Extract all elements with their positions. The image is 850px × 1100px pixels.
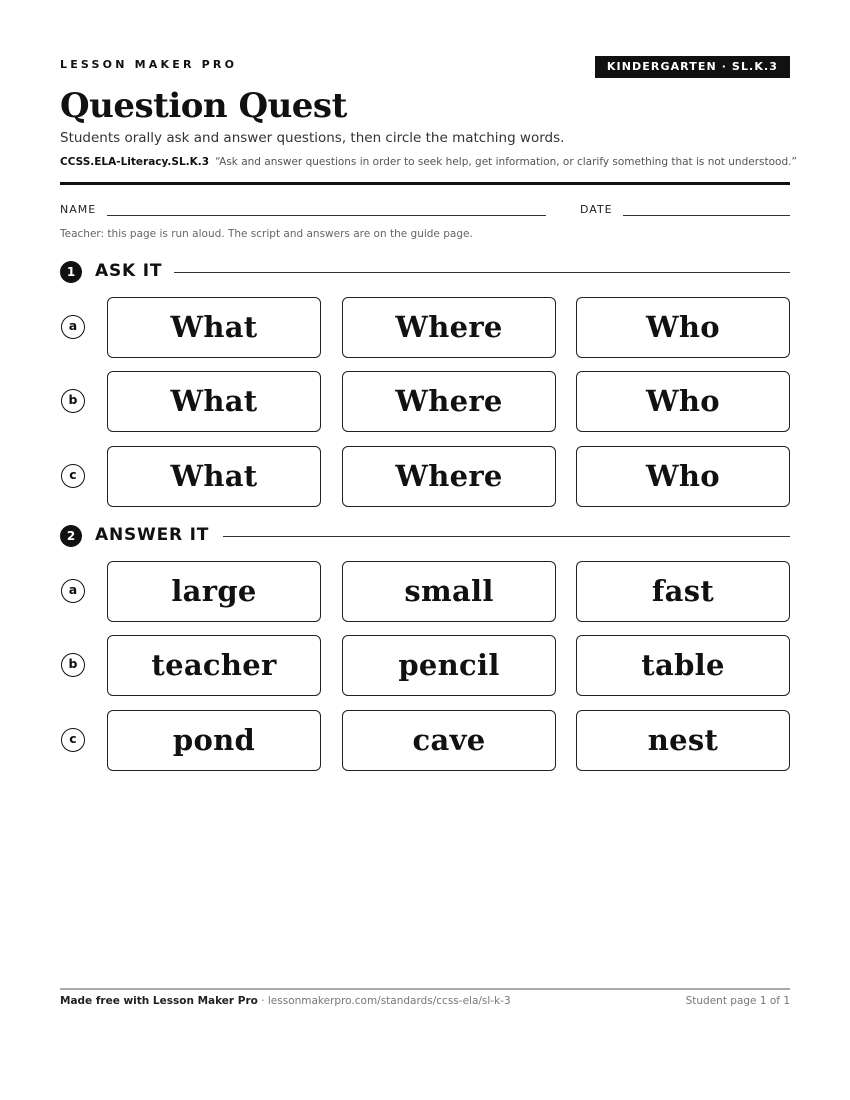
word-card[interactable]: What [107,371,321,432]
section-divider [223,536,790,537]
word-card[interactable]: small [342,561,556,622]
page-subtitle: Students orally ask and answer questions, then circle the matching words. [60,130,565,146]
word-card[interactable]: pencil [342,635,556,696]
section-number-badge: 1 [60,261,82,283]
section-number-badge: 2 [60,525,82,547]
ask-row-b [60,371,790,433]
footer-url[interactable]: · lessonmakerpro.com/standards/ccss-ela/sl-k-3 [257,995,511,1007]
footer-divider [60,988,790,990]
footer-credit [60,995,511,1007]
section-title: ASK IT [95,261,163,281]
word-card[interactable]: pond [107,710,321,771]
word-card[interactable]: Who [576,371,790,432]
teacher-note: Teacher: this page is run aloud. The script and answers are on the guide page. [60,228,473,240]
word-card[interactable]: cave [342,710,556,771]
answer-row-b [60,635,790,697]
footer-made-by: Made free with Lesson Maker Pro [60,995,258,1007]
word-card[interactable]: What [107,446,321,507]
row-letter-badge: c [61,728,85,752]
word-card[interactable]: Where [342,446,556,507]
word-card[interactable]: table [576,635,790,696]
section-ask-it-header [60,259,790,283]
row-letter-badge: c [61,464,85,488]
header-bar [60,56,790,80]
word-card[interactable]: large [107,561,321,622]
grade-standard-badge: KINDERGARTEN · SL.K.3 [595,56,790,78]
header-divider [60,182,790,185]
word-card[interactable]: Where [342,371,556,432]
footer-page-number: Student page 1 of 1 [685,995,790,1007]
word-card[interactable]: fast [576,561,790,622]
row-letter-badge: a [61,579,85,603]
name-date-row [60,203,790,219]
standard-code: CCSS.ELA-Literacy.SL.K.3 [60,156,210,168]
section-divider [174,272,790,273]
standard-text: “Ask and answer questions in order to seek help, get information, or clarify something that is not understood.” [215,156,797,168]
word-card[interactable]: Who [576,446,790,507]
word-card[interactable]: Who [576,297,790,358]
ask-row-a [60,297,790,359]
page-title: Question Quest [60,86,347,126]
standard-citation [60,156,797,168]
answer-row-a [60,561,790,623]
section-answer-it-header [60,523,790,547]
row-letter-badge: a [61,315,85,339]
word-card[interactable]: What [107,297,321,358]
name-field[interactable] [107,215,546,216]
ask-row-c [60,446,790,508]
word-card[interactable]: nest [576,710,790,771]
row-letter-badge: b [61,389,85,413]
date-label: DATE [580,203,613,216]
section-title: ANSWER IT [95,525,210,545]
brand-name: LESSON MAKER PRO [60,58,238,71]
row-letter-badge: b [61,653,85,677]
name-label: NAME [60,203,97,216]
word-card[interactable]: teacher [107,635,321,696]
word-card[interactable]: Where [342,297,556,358]
date-field[interactable] [623,215,790,216]
answer-row-c [60,710,790,772]
